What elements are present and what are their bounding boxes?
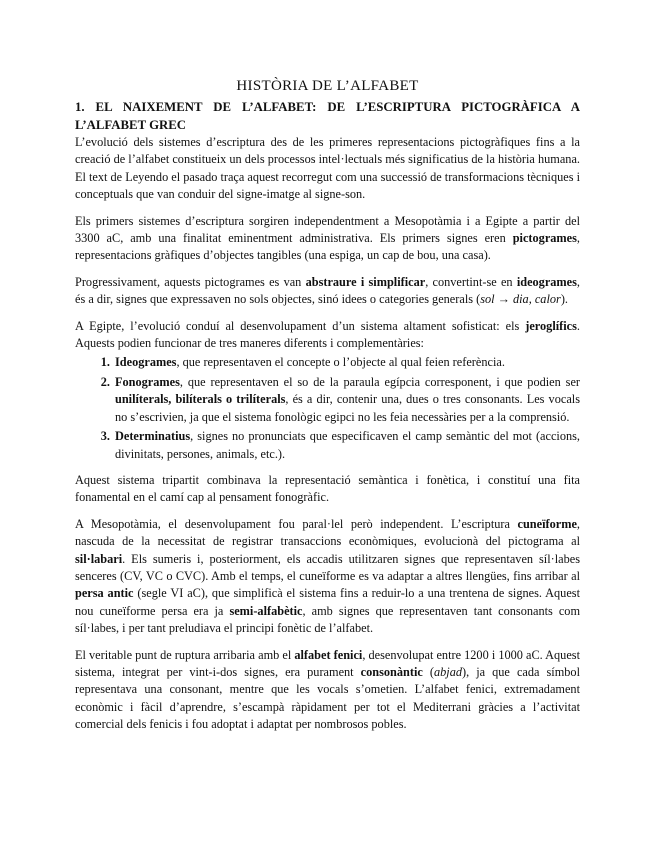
paragraph-phoenician: El veritable punt de ruptura arribaria amb el alfabet fenici, desenvolupat entre 1200 i 1000 aC. Aquest sistema, integrat per vint-i-dos signes, era purament consonàntic (abjad), ja que cada símbol representava una consonant, mentre que les vocals s’ometien. L’alfabet fenici, extremadament econòmic i fàcil d’aprendre, s’escampà ràpidament per tot el Mediterrani gràcies a l’activitat comercial dels fenicis i fou adoptat i adaptat per nombrosos pobles. [75, 647, 580, 732]
term-pictogrames: pictogrames [512, 231, 577, 246]
paragraph-egypt: A Egipte, l’evolució conduí al desenvolupament d’un sistema altament sofisticat: els jeroglífics. Aquests podien funcionar de tres maneres diferents i complementàries: [75, 318, 580, 351]
paragraph-first-systems: Els primers sistemes d’escriptura sorgiren independentment a Mesopotàmia i a Egipte a partir del 3300 aC, amb una finalitat eminentment administrativa. Els primers signes eren pictogrames, representacions gràfiques d’objectes tangibles (una espiga, un cap de bou, una casa). [75, 213, 580, 263]
hieroglyph-function-list [75, 354, 580, 462]
term-jeroglifics: jeroglífics [525, 318, 577, 333]
term-ideogrames: ideogrames [516, 274, 577, 289]
paragraph-ideograms: Progressivament, aquests pictogrames es van abstraure i simplificar, convertint-se en ideogrames, és a dir, signes que expressaven no sols objectes, sinó idees o categories generals (sol → dia, calor). [75, 274, 580, 307]
document-title: HISTÒRIA DE L’ALFABET [236, 78, 419, 94]
section-heading: 1. EL NAIXEMENT DE L’ALFABET: DE L’ESCRIPTURA PICTOGRÀFICA A L’ALFABET GREC [75, 100, 580, 132]
document-page [75, 76, 580, 743]
list-item: 1. Ideogrames, que representaven el concepte o l’objecte al qual feien referència. [113, 354, 580, 371]
paragraph-mesopotamia: A Mesopotàmia, el desenvolupament fou paral·lel però independent. L’escriptura cuneïforme, nascuda de la necessitat de registrar transaccions econòmiques, evolucionà del pictograma al sil·labari. Els sumeris i, posteriorment, els accadis utilitzaren signes que representaven síl·labes senceres (CV, VC o CVC). Amb el temps, el cuneïforme es va adaptar a altres llengües, fins arribar al persa antic (segle VI aC), que simplificà el sistema fins a reduir-lo a una trentena de signes. Aquest nou cuneïforme persa era ja semi-alfabètic, amb signes que representaven tant consonants com síl·labes, i per tant preludiava el principi fonètic de l’alfabet. [75, 516, 581, 636]
list-item: 3. Determinatius, signes no pronunciats que especificaven el camp semàntic del mot (accions, divinitats, persones, animals, etc.). [113, 428, 580, 463]
term-abstraure: abstraure i simplificar [305, 274, 426, 289]
list-item: 2. Fonogrames, que representaven el so de la paraula egípcia corresponent, i que podien ser unilíterals, bilíterals o trilíterals, és a dir, contenir una, dues o tres consonants. Les vocals no s’escrivien, ja que el sistema fonològic egipci no les feia necessàries per a la comprensió. [113, 374, 580, 426]
paragraph-tripartite: Aquest sistema tripartit combinava la representació semàntica i fonètica, i constituí una fita fonamental en el camí cap al pensament fonogràfic. [75, 472, 580, 505]
paragraph-intro: L’evolució dels sistemes d’escriptura des de les primeres representacions pictogràfiques fins a la creació de l’alfabet constitueix un dels processos intel·lectuals més significatius de la història humana. El text de Leyendo el pasado traça aquest recorregut com una successió de transformacions tècniques i conceptuals que van conduir del signe-imatge al signe-son. [75, 135, 581, 202]
example-sol: sol → dia, calor [480, 292, 561, 307]
